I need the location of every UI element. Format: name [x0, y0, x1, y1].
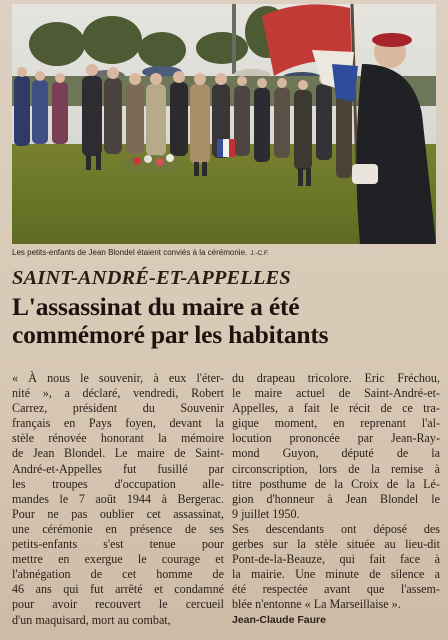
author-byline: Jean-Claude Faure [232, 613, 326, 626]
location-kicker: SAINT-ANDRÉ-ET-APPELLES [12, 267, 291, 289]
article-line: pour avoir recouvert le cercueil [12, 597, 224, 612]
article-line: de Jean Blondel. Le maire de Saint- [12, 446, 224, 461]
ceremony-photo [12, 4, 436, 244]
caption-text: Les petits-enfants de Jean Blondel étaient conviés à la cérémonie. [12, 248, 248, 257]
headline-line-1: L'assassinat du maire a été [12, 292, 300, 321]
ceremony-photo-drawing [12, 4, 436, 244]
article-line: gion d'honneur à Jean Blondel le [232, 491, 440, 506]
photo-caption [12, 248, 436, 259]
article-line: petits-enfants s'est tenue pour [12, 537, 224, 552]
article-line: mond Guyon, député de la [232, 446, 440, 461]
article-line: titre posthume de la Croix de la Lé- [232, 476, 440, 491]
article-line: blée n'entonne « La Marseillaise ». [232, 597, 401, 612]
article-line: Appelles, a fait le récit de ce tra- [232, 401, 440, 416]
article-line: nité », a déclaré, vendredi, Robert [12, 386, 224, 401]
article-line: une cérémonie en présence de ses [12, 521, 224, 536]
article-column-left [12, 371, 224, 628]
article-line: Pont-de-la-Beauze, qui fait face à [232, 552, 440, 567]
article-line: circonscription, lors de la remise à [232, 461, 440, 476]
article-line: 9 juillet 1950. [232, 506, 300, 521]
article-line: du drapeau tricolore. Eric Fréchou, [232, 371, 440, 385]
article-line: mettre en exergue le courage et [12, 552, 224, 567]
article-line: l'abnégation de cet homme de [12, 567, 224, 582]
article-column-right [232, 371, 440, 628]
article-line: le maire actuel de Saint-André-et- [232, 386, 440, 401]
article-line: 46 ans qui fut arrêté et condamné [12, 582, 224, 597]
article-line: « À nous le souvenir, à eux l'éter- [12, 371, 224, 385]
headline-line-2: commémoré par les habitants [12, 320, 329, 349]
article-line: les troupes d'occupation alle- [12, 476, 224, 491]
article-line: français en Pays foyen, devant la [12, 416, 224, 431]
article-line: André-et-Appelles fut fusillé par [12, 461, 224, 476]
article-line: locution prononcée par Jean-Ray- [232, 431, 440, 446]
article-line: Ses descendants ont déposé des [232, 521, 440, 536]
article-headline [12, 293, 440, 349]
article-line: Pour ne pas oublier cet assassinat, [12, 506, 224, 521]
article-line: gerbes sur la stèle située au lieu-dit [232, 537, 440, 552]
article-line: la mairie. Une minute de silence a [232, 567, 440, 582]
article-line: mandes le 7 août 1944 à Bergerac. [12, 491, 224, 506]
article-line: gique moment, en reprenant l'al- [232, 416, 440, 431]
article-line: Carrez, président du Souvenir [12, 401, 224, 416]
article-line: été respectée avant que l'assem- [232, 582, 440, 597]
article-line: d'un maquisard, mort au combat, [12, 612, 171, 627]
caption-credit: J.-C.F. [250, 250, 270, 257]
article-line: stèle rénovée honorant la mémoire [12, 431, 224, 446]
